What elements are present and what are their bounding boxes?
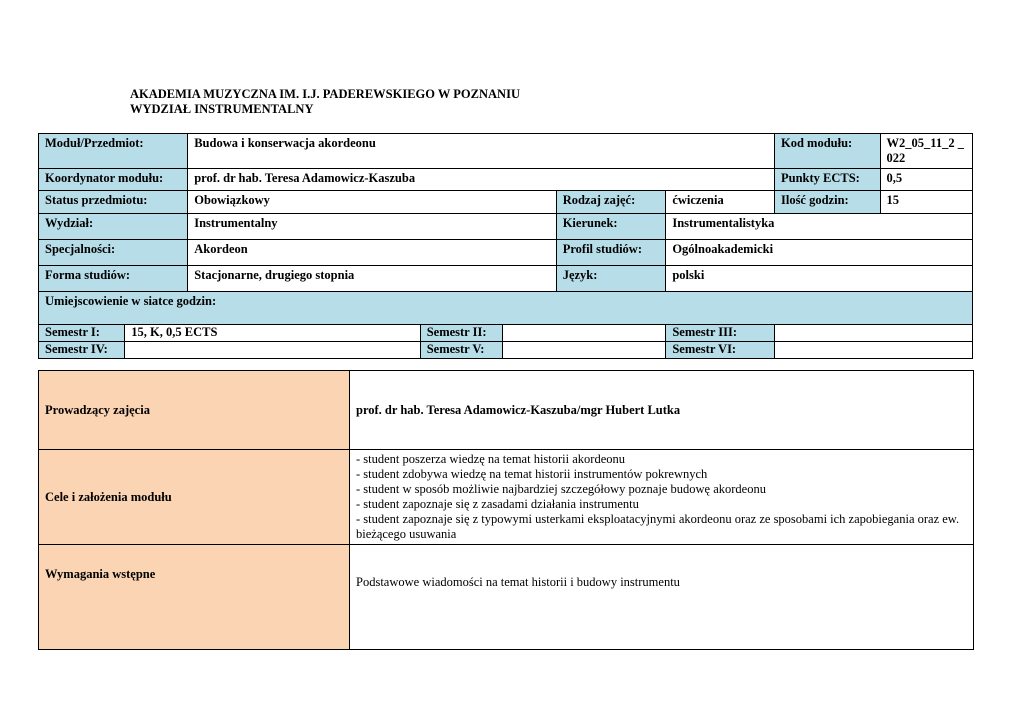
status-label: Status przedmiotu: — [39, 191, 188, 214]
sem4-value — [125, 342, 420, 359]
koordynator-label: Koordynator modułu: — [39, 169, 188, 191]
sem3-value — [774, 325, 972, 342]
sem2-label: Semestr II: — [420, 325, 502, 342]
cele-list — [350, 450, 974, 545]
sem6-label: Semestr VI: — [666, 342, 775, 359]
modul-value: Budowa i konserwacja akordeonu — [188, 134, 775, 169]
koordynator-value: prof. dr hab. Teresa Adamowicz-Kaszuba — [188, 169, 775, 191]
status-value: Obowiązkowy — [188, 191, 556, 214]
profil-label: Profil studiów: — [556, 240, 666, 266]
sem5-value — [502, 342, 665, 359]
modul-label: Moduł/Przedmiot: — [39, 134, 188, 169]
jezyk-value: polski — [666, 266, 973, 292]
academy-name: AKADEMIA MUZYCZNA IM. I.J. PADEREWSKIEGO W POZNANIU — [130, 87, 520, 101]
cele-item: - student poszerza wiedzę na temat historii akordeonu — [356, 452, 626, 466]
specjalnosci-value: Akordeon — [188, 240, 556, 266]
faculty-name: WYDZIAŁ INSTRUMENTALNY — [130, 102, 314, 116]
rodzaj-label: Rodzaj zajęć: — [556, 191, 666, 214]
kod-value: W2_05_11_2 _022 — [880, 134, 972, 169]
kod-label: Kod modułu: — [774, 134, 880, 169]
profil-value: Ogólnoakademicki — [666, 240, 973, 266]
cele-item: - student w sposób możliwie najbardziej szczegółowy poznaje budowę akordeonu — [356, 482, 766, 496]
kierunek-value: Instrumentalistyka — [666, 214, 973, 240]
cele-item: - student zapoznaje się z zasadami działania instrumentu — [356, 497, 639, 511]
sem2-value — [502, 325, 665, 342]
sem4-label: Semestr IV: — [39, 342, 125, 359]
ects-value: 0,5 — [880, 169, 972, 191]
document-header — [130, 87, 520, 117]
cele-label: Cele i założenia modułu — [39, 450, 350, 545]
sem5-label: Semestr V: — [420, 342, 502, 359]
prowadzacy-value: prof. dr hab. Teresa Adamowicz-Kaszuba/mgr Hubert Lutka — [350, 371, 974, 450]
module-details-table — [38, 370, 974, 650]
sem3-label: Semestr III: — [666, 325, 775, 342]
sem6-value — [774, 342, 972, 359]
cele-item: - student zdobywa wiedzę na temat historii instrumentów pokrewnych — [356, 467, 708, 481]
godzin-value: 15 — [880, 191, 972, 214]
wymagania-label: Wymagania wstępne — [39, 545, 350, 650]
forma-label: Forma studiów: — [39, 266, 188, 292]
prowadzacy-label: Prowadzący zajęcia — [39, 371, 350, 450]
ects-label: Punkty ECTS: — [774, 169, 880, 191]
sem1-value: 15, K, 0,5 ECTS — [125, 325, 420, 342]
cele-item: - student zapoznaje się z typowymi usterkami eksploatacyjnymi akordeonu oraz ze sposobami ich zapobiegania oraz ew. bieżącego usuwania — [356, 512, 960, 541]
sem1-label: Semestr I: — [39, 325, 125, 342]
module-info-table — [38, 133, 973, 359]
wymagania-value: Podstawowe wiadomości na temat historii i budowy instrumentu — [350, 545, 974, 650]
specjalnosci-label: Specjalności: — [39, 240, 188, 266]
wydzial-label: Wydział: — [39, 214, 188, 240]
rodzaj-value: ćwiczenia — [666, 191, 775, 214]
godzin-label: Ilość godzin: — [774, 191, 880, 214]
jezyk-label: Język: — [556, 266, 666, 292]
forma-value: Stacjonarne, drugiego stopnia — [188, 266, 556, 292]
siatka-label: Umiejscowienie w siatce godzin: — [39, 292, 973, 325]
wydzial-value: Instrumentalny — [188, 214, 556, 240]
kierunek-label: Kierunek: — [556, 214, 666, 240]
